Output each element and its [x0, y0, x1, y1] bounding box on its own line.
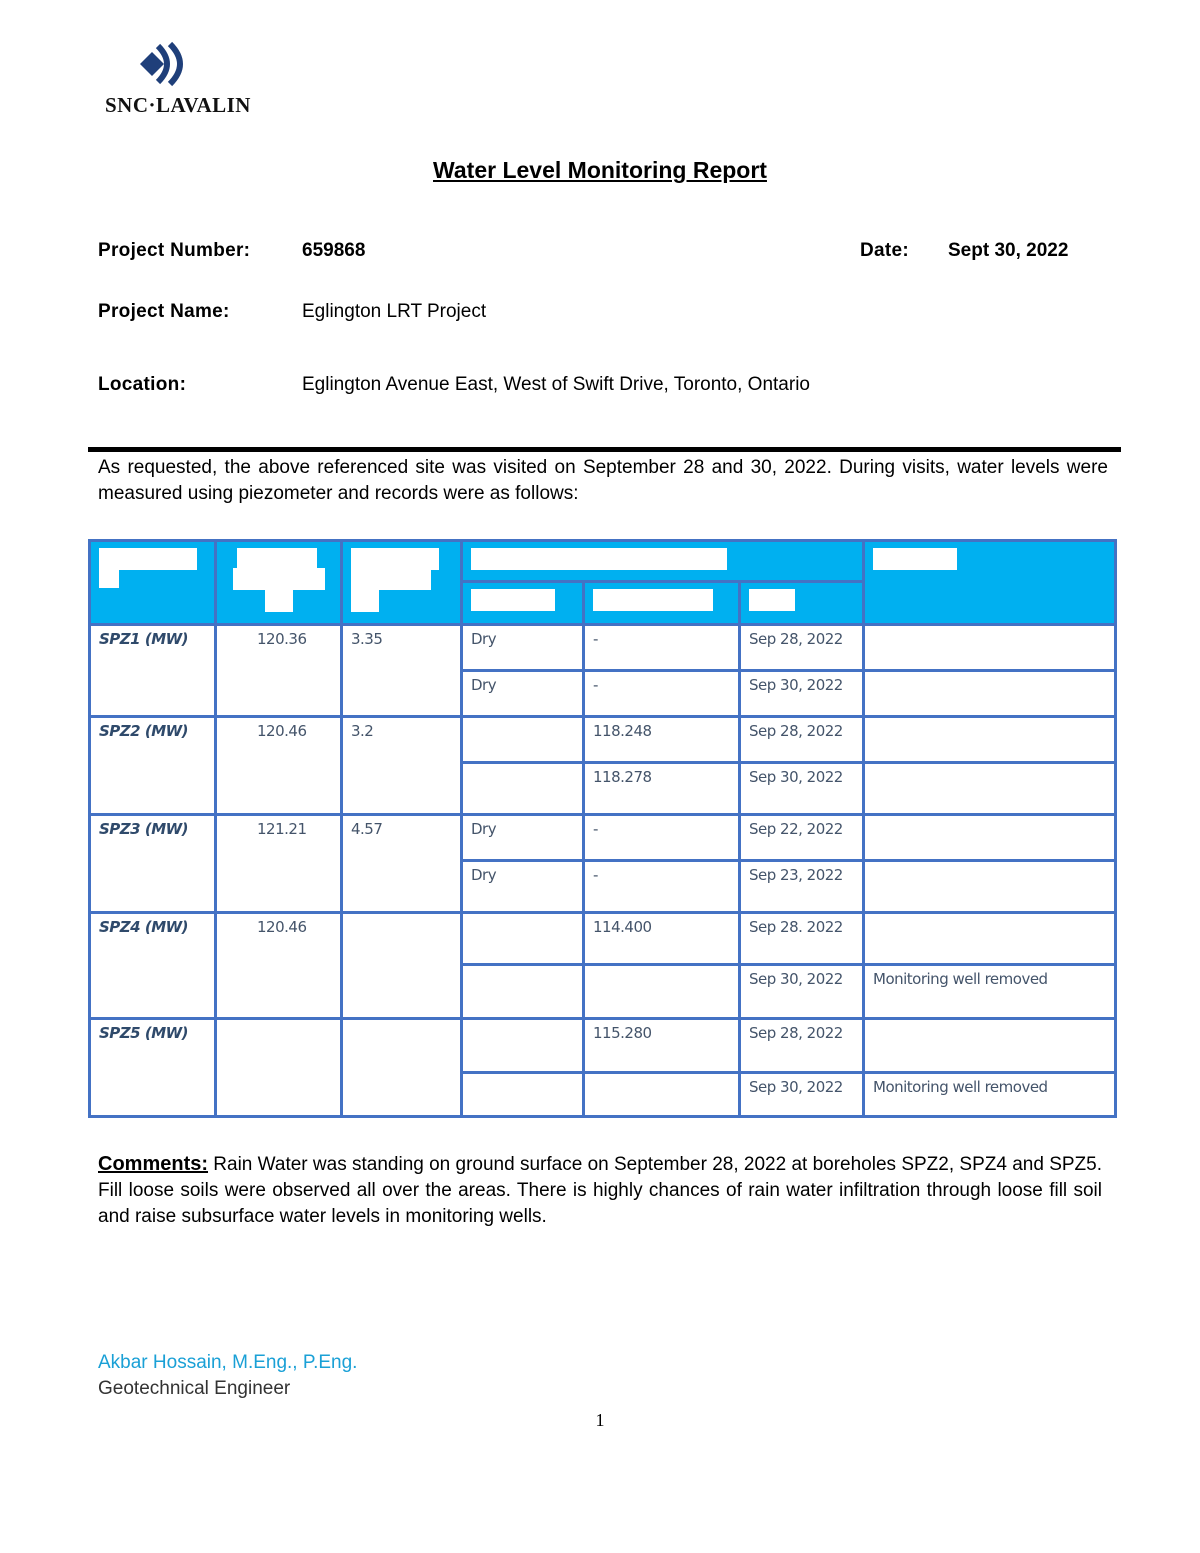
header-cell-redacted — [864, 541, 1116, 625]
date-cell: Sep 23, 2022 — [740, 861, 864, 913]
signatory-name: Akbar Hossain, M.Eng., P.Eng. — [98, 1352, 358, 1373]
intro-paragraph: As requested, the above referenced site was visited on September 28 and 30, 2022. During visits, water levels were measured using piezometer and records were as follows: — [98, 457, 1108, 504]
comments-text: Rain Water was standing on ground surface on September 28, 2022 at boreholes SPZ2, SPZ4 and SPZ5. Fill loose soils were observed all over the areas. There is highly chances of rain water infiltration through loose fill soil and raise subsurface water levels in monitoring wells. — [98, 1154, 1102, 1227]
signatory-title: Geotechnical Engineer — [98, 1378, 291, 1399]
date-cell: Sep 30, 2022 — [740, 671, 864, 717]
reading-cell — [462, 1073, 584, 1117]
location-value: Eglington Avenue East, West of Swift Drive, Toronto, Ontario — [302, 374, 810, 395]
reading-cell: Dry — [462, 861, 584, 913]
page-number: 1 — [595, 1410, 605, 1430]
logo-wordmark: SNC·LAVALIN — [105, 93, 251, 117]
remark-cell — [864, 671, 1116, 717]
date-cell: Sep 30, 2022 — [740, 763, 864, 815]
date-cell: Sep 28, 2022 — [740, 717, 864, 763]
depth-cell — [342, 1019, 462, 1117]
remark-cell — [864, 861, 1116, 913]
well-id-cell: SPZ4 (MW) — [90, 913, 216, 1019]
reading-cell: Dry — [462, 671, 584, 717]
depth-cell: 4.57 — [342, 815, 462, 913]
water-elevation-cell: 118.248 — [584, 717, 740, 763]
water-elevation-cell: 115.280 — [584, 1019, 740, 1073]
elevation-cell: 120.36 — [216, 625, 342, 717]
subheader-cell-redacted — [584, 582, 740, 625]
remark-cell — [864, 625, 1116, 671]
divider — [88, 447, 1121, 452]
water-elevation-cell: - — [584, 861, 740, 913]
project-number-value: 659868 — [302, 240, 366, 261]
reading-cell: Dry — [462, 815, 584, 861]
remark-cell — [864, 913, 1116, 965]
comments-paragraph — [98, 1151, 1102, 1230]
table-row — [90, 717, 1116, 763]
reading-cell — [462, 965, 584, 1019]
reading-cell — [462, 763, 584, 815]
well-id-cell: SPZ1 (MW) — [90, 625, 216, 717]
elevation-cell: 120.46 — [216, 717, 342, 815]
header-cell-redacted — [90, 541, 216, 625]
elevation-cell: 121.21 — [216, 815, 342, 913]
remark-cell: Monitoring well removed — [864, 1073, 1116, 1117]
remark-cell: Monitoring well removed — [864, 965, 1116, 1019]
date-label: Date: — [860, 240, 910, 261]
snc-lavalin-logo-icon — [136, 38, 198, 90]
subheader-cell-redacted — [462, 582, 584, 625]
remark-cell — [864, 717, 1116, 763]
header-cell-redacted — [342, 541, 462, 625]
reading-cell — [462, 1019, 584, 1073]
subheader-cell-redacted — [740, 582, 864, 625]
project-name-value: Eglington LRT Project — [302, 301, 487, 322]
water-elevation-cell: - — [584, 625, 740, 671]
project-name-label: Project Name: — [98, 301, 230, 322]
water-elevation-cell: - — [584, 671, 740, 717]
elevation-cell: 120.46 — [216, 913, 342, 1019]
project-number-label: Project Number: — [98, 240, 251, 261]
depth-cell: 3.35 — [342, 625, 462, 717]
depth-cell: 3.2 — [342, 717, 462, 815]
date-cell: Sep 28, 2022 — [740, 1019, 864, 1073]
header-cell-redacted — [216, 541, 342, 625]
table-row — [90, 913, 1116, 965]
table-header-row — [90, 541, 1116, 582]
water-level-table — [88, 539, 1117, 1118]
comments-label: Comments: — [98, 1153, 209, 1175]
header-cell-redacted — [462, 541, 864, 582]
table-row — [90, 625, 1116, 671]
date-cell: Sep 28. 2022 — [740, 913, 864, 965]
water-elevation-cell: 114.400 — [584, 913, 740, 965]
date-cell: Sep 28, 2022 — [740, 625, 864, 671]
reading-cell — [462, 913, 584, 965]
well-id-cell: SPZ2 (MW) — [90, 717, 216, 815]
well-id-cell: SPZ5 (MW) — [90, 1019, 216, 1117]
depth-cell — [342, 913, 462, 1019]
reading-cell — [462, 717, 584, 763]
water-elevation-cell — [584, 1073, 740, 1117]
table-row — [90, 815, 1116, 861]
remark-cell — [864, 763, 1116, 815]
location-label: Location: — [98, 374, 187, 395]
elevation-cell — [216, 1019, 342, 1117]
reading-cell: Dry — [462, 625, 584, 671]
date-cell: Sep 30, 2022 — [740, 965, 864, 1019]
remark-cell — [864, 815, 1116, 861]
table-row — [90, 1019, 1116, 1073]
date-cell: Sep 30, 2022 — [740, 1073, 864, 1117]
water-elevation-cell — [584, 965, 740, 1019]
date-value: Sept 30, 2022 — [948, 240, 1069, 261]
remark-cell — [864, 1019, 1116, 1073]
date-cell: Sep 22, 2022 — [740, 815, 864, 861]
water-elevation-cell: 118.278 — [584, 763, 740, 815]
well-id-cell: SPZ3 (MW) — [90, 815, 216, 913]
water-elevation-cell: - — [584, 815, 740, 861]
report-title: Water Level Monitoring Report — [433, 157, 767, 183]
